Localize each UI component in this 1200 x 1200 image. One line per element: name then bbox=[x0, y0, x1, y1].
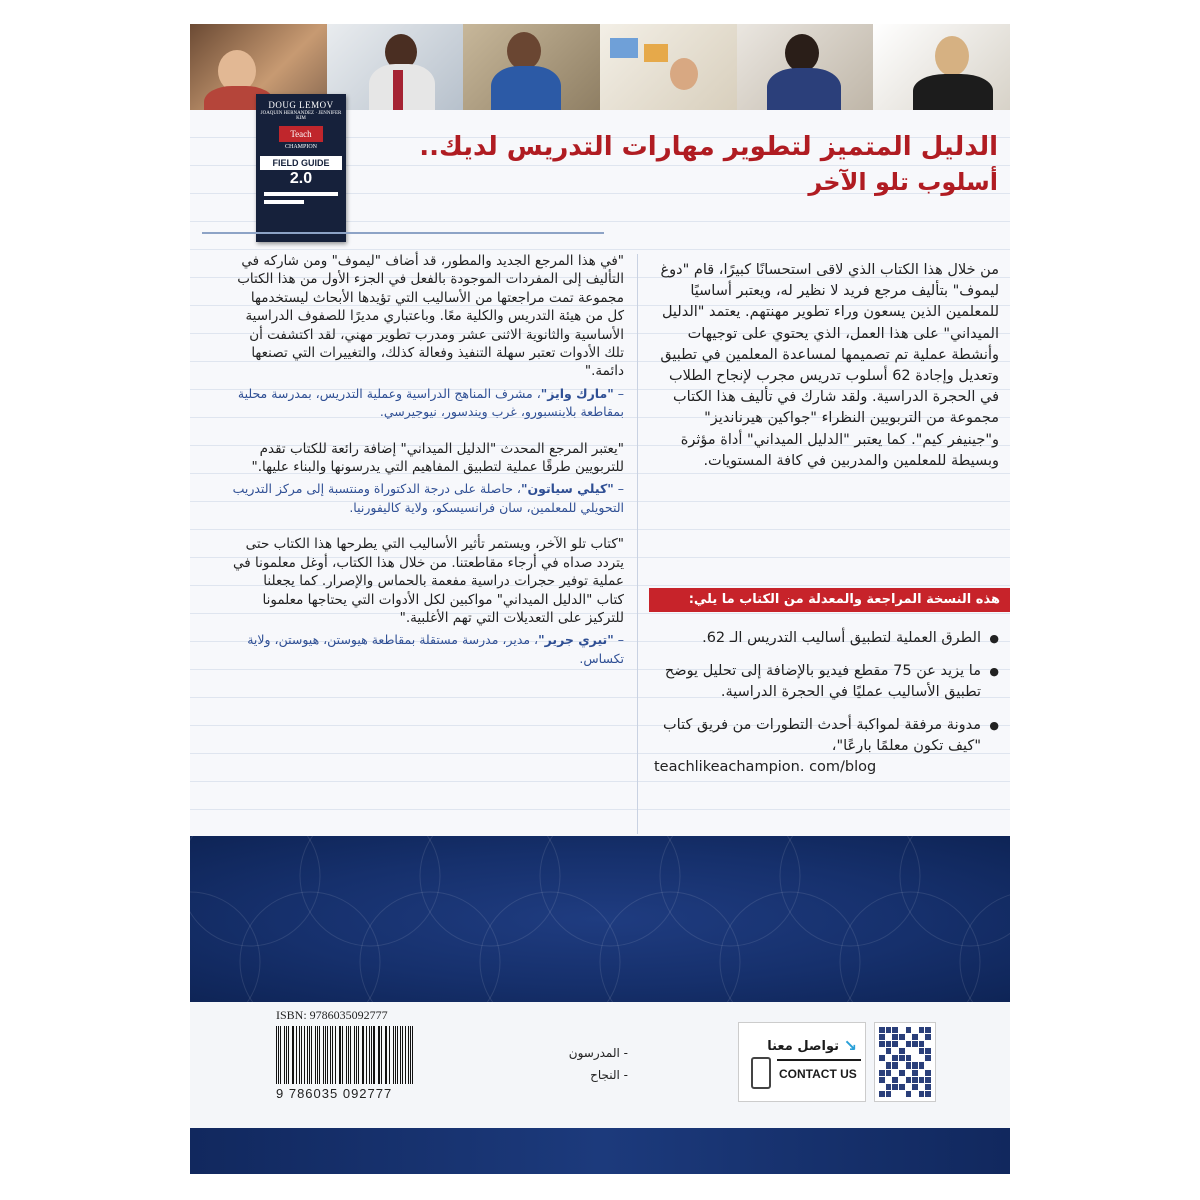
barcode-bar bbox=[276, 1026, 277, 1084]
barcode-number: 9 786035 092777 bbox=[276, 1086, 393, 1101]
features-list bbox=[654, 628, 999, 790]
qr-module bbox=[906, 1055, 912, 1061]
qr-module bbox=[886, 1027, 892, 1033]
qr-module bbox=[899, 1091, 905, 1097]
classroom-photo-2 bbox=[327, 24, 464, 110]
barcode-bar bbox=[301, 1026, 302, 1084]
intro-paragraph: من خلال هذا الكتاب الذي لاقى استحسانًا كبيرًا، قام "دوغ ليموف" بتأليف مرجع فريد لا نظير له، ويعتبر أساسيًا للمعلمين الذين يسعون وراء تطوير مهنتهم. يعتمد "الدليل الميداني" على هذا العمل، الذي يحتوي على توجيهات وأنشطة عملية تم تصميمها لمساعدة المعلمين في تطبيق وتعديل وإجادة 62 أسلوب تدريس مجرب لإنجاح الطلاب في الحجرة الدراسية. ولقد شارك في تأليف هذا الكتاب مجموعة من التربويين النظراء "جواكين هيرنانديز" و"جينيفر كيم". كما يعتبر "الدليل الميداني" أداة مؤثرة وبسيطة للمعلمين والمدربين في كافة المستويات. bbox=[660, 262, 999, 469]
qr-module bbox=[919, 1070, 925, 1076]
qr-module bbox=[925, 1091, 931, 1097]
barcode-bar bbox=[366, 1026, 367, 1084]
contact-underline bbox=[777, 1059, 861, 1061]
qr-module bbox=[906, 1027, 912, 1033]
category-tag: - النجاح bbox=[590, 1068, 628, 1082]
qr-module bbox=[912, 1077, 918, 1083]
qr-module bbox=[892, 1027, 898, 1033]
headline bbox=[419, 132, 998, 196]
testimonials-column bbox=[232, 252, 624, 686]
book-stripe bbox=[264, 200, 304, 204]
qr-module bbox=[906, 1084, 912, 1090]
testimonial-quote-3: "كتاب تلو الآخر، ويستمر تأثير الأساليب التي يطرحها هذا الكتاب حتى يتردد صداه في أرجاء مقاطعتنا. من خلال هذا الكتاب، أوغل معلمونا في عملية توفير حجرات دراسية مفعمة بالحماس والإصرار. كما يجعلنا كتاب "الدليل الميداني" مواكبين لكل الأدوات التي يحتاجها معلمونا للتركيز على التعديلات التي تهم الأغلبية." bbox=[232, 536, 624, 626]
barcode-bar bbox=[323, 1026, 324, 1084]
qr-module bbox=[912, 1034, 918, 1040]
features-heading-bar: هذه النسخة المراجعة والمعدلة من الكتاب ما يلي: bbox=[649, 588, 1010, 612]
qr-module bbox=[899, 1041, 905, 1047]
decorative-circle-pattern bbox=[190, 836, 1010, 1002]
book-champion-word: CHAMPION bbox=[284, 144, 317, 150]
qr-module bbox=[919, 1091, 925, 1097]
qr-module bbox=[912, 1048, 918, 1054]
qr-module bbox=[886, 1048, 892, 1054]
qr-module bbox=[879, 1034, 885, 1040]
qr-module bbox=[899, 1084, 905, 1090]
qr-module bbox=[892, 1077, 898, 1083]
barcode-bar bbox=[400, 1026, 401, 1084]
contact-label-arabic: تواصل معنا bbox=[767, 1039, 839, 1054]
barcode-bar bbox=[311, 1026, 312, 1084]
qr-module bbox=[925, 1027, 931, 1033]
barcode-bar bbox=[389, 1026, 390, 1084]
qr-module bbox=[925, 1084, 931, 1090]
qr-module bbox=[919, 1055, 925, 1061]
list-item: ● ما يزيد عن 75 مقطع فيديو بالإضافة إلى تحليل يوضح تطبيق الأساليب عمليًا في الحجرة الدراسية. bbox=[654, 661, 999, 703]
qr-module bbox=[925, 1048, 931, 1054]
qr-module bbox=[906, 1077, 912, 1083]
testimonial-quote-1: "في هذا المرجع الجديد والمطور، قد أضاف "ليموف" ومن شاركه في التأليف إلى المفردات الموجودة بالفعل في الجزء الأول من هذا الكتاب مجموعة تمت مراجعتها من الأساليب التي تؤيدها الأبحاث ليستخدمها كل من هيئة التدريس والكلية معًا. وباعتباري مديرًا للصفوف الدراسية الأساسية والثانوية الاثنى عشر ومدرب تطوير مهني، لقد اكتشفت أن تلك الأدوات تعتبر سهلة التنفيذ وفعالة كذلك، والتغييرات التي تصنعها دائمة." bbox=[237, 253, 624, 380]
barcode-bar bbox=[315, 1026, 316, 1084]
qr-module bbox=[912, 1070, 918, 1076]
qr-module bbox=[886, 1077, 892, 1083]
qr-module bbox=[906, 1070, 912, 1076]
list-item: ● الطرق العملية لتطبيق أساليب التدريس الـ 62. bbox=[654, 628, 999, 649]
barcode-bar bbox=[304, 1026, 305, 1084]
qr-module bbox=[925, 1055, 931, 1061]
barcode-bar bbox=[350, 1026, 351, 1084]
qr-module bbox=[886, 1055, 892, 1061]
section-divider bbox=[202, 232, 604, 234]
qr-module bbox=[925, 1034, 931, 1040]
headline-line2: أسلوب تلو الآخر bbox=[808, 168, 998, 196]
barcode-bar bbox=[405, 1026, 406, 1084]
book-field-guide: FIELD GUIDE bbox=[260, 156, 342, 170]
attribution-detail: ، مدير، مدرسة مستقلة بمقاطعة هيوستن، هيوستن، ولاية تكساس. bbox=[247, 632, 624, 666]
qr-module bbox=[899, 1062, 905, 1068]
qr-module bbox=[912, 1041, 918, 1047]
book-stripe bbox=[264, 192, 338, 196]
qr-module bbox=[892, 1084, 898, 1090]
classroom-photo-6 bbox=[873, 24, 1010, 110]
contact-label-english: CONTACT US bbox=[779, 1067, 857, 1081]
decorative-navy-strip bbox=[190, 1128, 1010, 1174]
qr-module bbox=[886, 1070, 892, 1076]
classroom-photo-3 bbox=[463, 24, 600, 110]
qr-module bbox=[919, 1034, 925, 1040]
qr-module bbox=[919, 1041, 925, 1047]
qr-module bbox=[886, 1041, 892, 1047]
qr-module bbox=[912, 1091, 918, 1097]
qr-module bbox=[899, 1055, 905, 1061]
list-item bbox=[654, 715, 999, 778]
qr-module bbox=[892, 1062, 898, 1068]
attribution-name: "مارك وايز" bbox=[540, 385, 614, 401]
qr-module bbox=[879, 1041, 885, 1047]
qr-module bbox=[925, 1070, 931, 1076]
qr-module bbox=[879, 1070, 885, 1076]
book-cover-thumbnail bbox=[256, 94, 346, 242]
qr-module bbox=[906, 1048, 912, 1054]
phone-icon bbox=[751, 1057, 771, 1089]
qr-module bbox=[886, 1034, 892, 1040]
qr-module bbox=[925, 1041, 931, 1047]
qr-module bbox=[919, 1077, 925, 1083]
attribution-detail: ، حاصلة على درجة الدكتوراة ومنتسبة إلى مركز التدريب التحويلي للمعلمين، سان فرانسيسكو، ولاية كاليفورنيا. bbox=[232, 481, 624, 515]
qr-module bbox=[912, 1062, 918, 1068]
qr-module bbox=[886, 1062, 892, 1068]
qr-module bbox=[899, 1070, 905, 1076]
barcode-bar bbox=[292, 1026, 293, 1084]
qr-module bbox=[912, 1055, 918, 1061]
book-teach-badge bbox=[279, 126, 323, 142]
isbn-text: ISBN: 9786035092777 bbox=[276, 1008, 388, 1022]
qr-module bbox=[886, 1084, 892, 1090]
barcode-bar bbox=[332, 1026, 333, 1084]
barcode-bar bbox=[412, 1026, 413, 1084]
testimonial-attribution-2: – "كيلي سياتون"، حاصلة على درجة الدكتوراة ومنتسبة إلى مركز التدريب التحويلي للمعلمين، سان فرانسيسكو، ولاية كاليفورنيا. bbox=[232, 481, 624, 515]
qr-module bbox=[892, 1070, 898, 1076]
decorative-navy-band bbox=[190, 836, 1010, 1002]
book-version: 2.0 bbox=[289, 170, 313, 187]
qr-module bbox=[919, 1084, 925, 1090]
qr-module bbox=[906, 1091, 912, 1097]
qr-module bbox=[912, 1027, 918, 1033]
qr-module bbox=[892, 1041, 898, 1047]
qr-module bbox=[906, 1041, 912, 1047]
qr-module bbox=[919, 1062, 925, 1068]
qr-module bbox=[899, 1048, 905, 1054]
cover-footer bbox=[190, 1002, 1010, 1128]
attribution-name: "كيلي سياتون" bbox=[520, 481, 614, 497]
barcode-bar bbox=[342, 1026, 343, 1084]
qr-module bbox=[912, 1084, 918, 1090]
qr-module bbox=[892, 1091, 898, 1097]
qr-module bbox=[879, 1084, 885, 1090]
barcode-bar bbox=[369, 1026, 370, 1084]
list-item-text: مدونة مرفقة لمواكبة أحدث التطورات من فريق كتاب "كيف تكون معلمًا بارعًا"، bbox=[663, 717, 981, 754]
qr-module bbox=[879, 1077, 885, 1083]
qr-module bbox=[925, 1077, 931, 1083]
barcode-bar bbox=[393, 1026, 394, 1084]
category-tags bbox=[558, 1042, 628, 1086]
testimonial-attribution-1: – "مارك وايز"، مشرف المناهج الدراسية وعملية التدريس، بمدرسة محلية بمقاطعة بلاينسبورو، غرب ويندسور، نيوجيرسي. bbox=[237, 385, 624, 420]
qr-module bbox=[879, 1048, 885, 1054]
book-back-cover bbox=[190, 24, 1010, 1174]
qr-module bbox=[892, 1048, 898, 1054]
classroom-photo-4 bbox=[600, 24, 737, 110]
qr-module bbox=[919, 1027, 925, 1033]
qr-module bbox=[892, 1055, 898, 1061]
qr-module bbox=[886, 1091, 892, 1097]
qr-module bbox=[899, 1027, 905, 1033]
attribution-detail: ، مشرف المناهج الدراسية وعملية التدريس، بمدرسة محلية بمقاطعة بلاينسبورو، غرب ويندسور، نيوجيرسي. bbox=[237, 385, 624, 420]
headline-line1: الدليل المتميز لتطوير مهارات التدريس لديك.. bbox=[419, 132, 998, 162]
qr-module bbox=[925, 1062, 931, 1068]
testimonial-quote-2: "يعتبر المرجع المحدث "الدليل الميداني" إضافة رائعة للكتاب تقدم للتربويين طرقًا عملية لتطبيق المفاهيم التي يدرسونها والبناء عليها." bbox=[251, 440, 624, 476]
qr-module bbox=[906, 1062, 912, 1068]
contact-us-box bbox=[738, 1022, 866, 1102]
blog-url: teachlikeachampion. com/blog bbox=[654, 759, 877, 775]
barcode-bar bbox=[288, 1026, 289, 1084]
classroom-photo-5 bbox=[737, 24, 874, 110]
barcode-bar bbox=[381, 1026, 382, 1084]
attribution-name: "تيري جرير" bbox=[538, 632, 614, 648]
barcode-bar bbox=[284, 1026, 285, 1084]
qr-module bbox=[899, 1077, 905, 1083]
barcode-bar bbox=[373, 1026, 374, 1084]
qr-module bbox=[879, 1062, 885, 1068]
barcode-bar bbox=[330, 1026, 331, 1084]
book-author: DOUG LEMOV bbox=[268, 100, 334, 110]
qr-module bbox=[879, 1055, 885, 1061]
qr-module bbox=[919, 1048, 925, 1054]
book-teach-word: Teach bbox=[290, 129, 312, 139]
barcode bbox=[276, 1026, 416, 1084]
qr-module bbox=[892, 1034, 898, 1040]
qr-module bbox=[906, 1034, 912, 1040]
column-separator bbox=[637, 254, 638, 834]
qr-module bbox=[899, 1034, 905, 1040]
book-coauthors: JOAQUIN HERNANDEZ · JENNIFER KIM bbox=[260, 111, 342, 121]
qr-module bbox=[879, 1091, 885, 1097]
testimonial-attribution-3: – "تيري جرير"، مدير، مدرسة مستقلة بمقاطعة هيوستن، هيوستن، ولاية تكساس. bbox=[247, 632, 624, 666]
barcode-bar bbox=[358, 1026, 359, 1084]
barcode-bar bbox=[346, 1026, 347, 1084]
qr-module bbox=[879, 1027, 885, 1033]
arrow-down-right-icon: ↘ bbox=[843, 1036, 857, 1055]
category-tag: - المدرسون bbox=[568, 1046, 628, 1060]
qr-code bbox=[874, 1022, 936, 1102]
